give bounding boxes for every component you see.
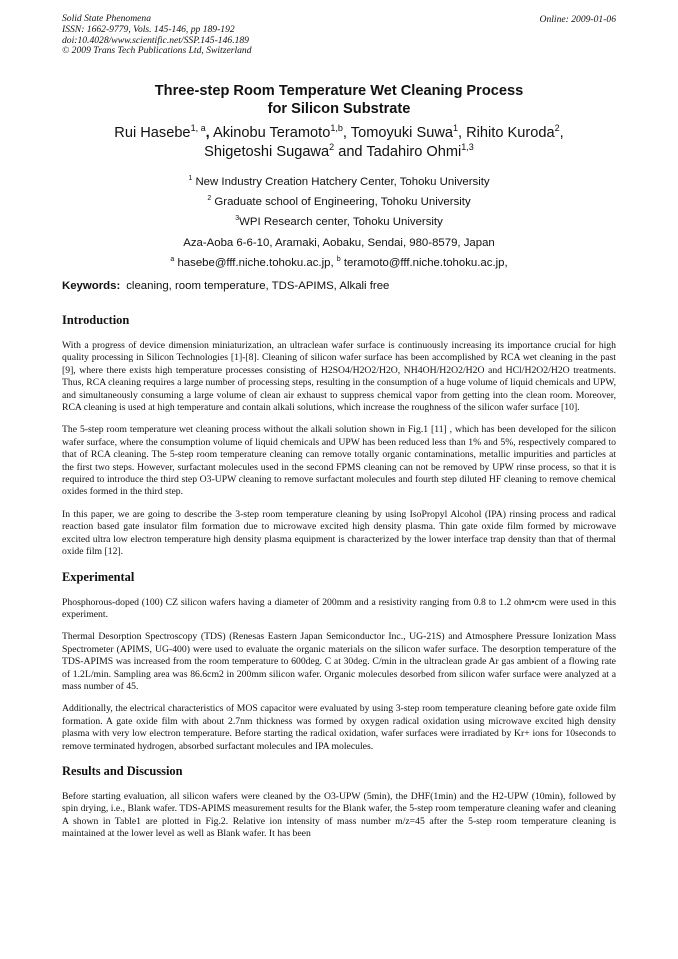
section-heading-results: Results and Discussion bbox=[62, 763, 183, 778]
author-affil-sup: 2 bbox=[329, 142, 335, 153]
postal-address: Aza-Aoba 6-6-10, Aramaki, Aobaku, Sendai, 980-8579, Japan bbox=[183, 236, 495, 249]
author-name: Tadahiro Ohmi bbox=[366, 144, 462, 160]
affiliation-1 bbox=[40, 172, 638, 192]
author-affil-sup: 1,3 bbox=[461, 142, 474, 153]
affiliation-2 bbox=[40, 192, 638, 212]
author-conjunction: and bbox=[338, 144, 363, 160]
body-paragraph: Before starting evaluation, all silicon wafers were cleaned by the O3-UPW (5min), the DHF(1min) and the H2-UPW (10min), followed by spin drying, i.e., Blank wafer. TDS-APIMS measurement results for the Blank wafer, the 5-step room temperature cleaning wafer and cleaning A shown in Table1 are plotted in Fig.2. Relative ion intensity of mass number m/z=45 after the 5-step room temperature cleaning is maintained at the lower level as well as Blank wafer. It has been bbox=[62, 790, 616, 840]
affiliation-list bbox=[40, 172, 638, 273]
email-line bbox=[40, 253, 638, 273]
section-heading-introduction: Introduction bbox=[62, 313, 130, 327]
email-sup: a bbox=[170, 256, 175, 264]
title-line-1: Three-step Room Temperature Wet Cleaning Process bbox=[154, 83, 524, 99]
affil-text: Graduate school of Engineering, Tohoku University bbox=[214, 196, 471, 209]
author-affil-sup: 1,b bbox=[330, 123, 343, 134]
online-date: Online: 2009-01-06 bbox=[539, 14, 616, 25]
author-affil-sup: 2 bbox=[554, 123, 560, 134]
author-list: Rui Hasebe$^{1, a}$, Akinobu Teramoto$^{1,b}$, Tomoyuki Suwa$^1$, Rihito Kuroda$^2$, Shigetoshi Sugawa$^2$ and Tadahiro Ohmi$^{1,3}$ bbox=[114, 123, 564, 160]
body-paragraph: Additionally, the electrical characteristics of MOS capacitor were evaluated by using 3-step room temperature cleaning before gate oxide film formation. A gate oxide film with about 2.7nm thickness was formed by oxygen radical oxidation using microwave excited high density plasma with very low electron temperature. Before starting the radical oxidation, wafer surfaces were irradiated by Kr+ ions for 10seconds to remove terminated hydrogen, absorbed surfactant molecules and IPA molecules. bbox=[62, 703, 616, 752]
email-link[interactable]: teramoto@fff.niche.tohoku.ac.jp, bbox=[343, 256, 508, 269]
email-sup: b bbox=[336, 256, 341, 264]
journal-name: Solid State Phenomena bbox=[62, 13, 151, 24]
author-name: Shigetoshi Sugawa bbox=[204, 144, 330, 160]
body-paragraph: Thermal Desorption Spectroscopy (TDS) (Renesas Eastern Japan Semiconductor Inc., UG-21S) and Atmosphere Pressure Ionization Mass Spectrometer (APIMS, UG-400) were used to evaluate the organic materials on the silicon wafer surface. The desorption temperature of the TDS-APIMS was increased from the room temperature to 600deg. C at 30deg. C/min in the ultraclean grade Ar gas ambient of a flowing rate of 1.2L/min. Sampling area was 86.6cm2 in 200mm silicon wafer. Organic molecules desorbed from silicon wafer surface were analyzed at a mass number of 45. bbox=[62, 631, 616, 692]
author-name: Rihito Kuroda bbox=[466, 125, 555, 141]
copyright-line: © 2009 Trans Tech Publications Ltd, Switzerland bbox=[62, 45, 252, 57]
body-paragraph: With a progress of device dimension miniaturization, an ultraclean wafer surface is continuously increasing its importance crucial for high quality processing in Silicon Technologies [1]-[8]. Cleaning of silicon wafer surface has been accomplished by RCA wet cleaning in the past [9], where there exists high temperature processes consisting of H2SO4/H2O2/H2O, NH4OH/H2O2/H2O and HCl/H2O2/H2O treatments. Thus, RCA cleaning requires a large number of processing steps, resulting in the consumption of a huge volume of liquid chemicals and UPW, and simultaneously consuming a large volume of clean air exhaust to suppress chemical vapor from getting into the clean room. Moreover, RCA cleaning is used at high temperature and contain alkali solutions, which increase the roughness of the silicon wafer surface [10]. bbox=[62, 340, 616, 414]
keywords-text: cleaning, room temperature, TDS-APIMS, Alkali free bbox=[126, 280, 390, 292]
affil-text: WPI Research center, Tohoku University bbox=[239, 216, 443, 229]
email-link[interactable]: hasebe@fff.niche.tohoku.ac.jp, bbox=[177, 256, 334, 269]
keywords-label: Keywords: bbox=[62, 280, 121, 292]
body-paragraph: The 5-step room temperature wet cleaning process without the alkali solution shown in Fig.1 [11] , which has been developed for the silicon wafer surface, where the consumption volume of liquid chemicals and UPW has been reduced less than 1% and 5%, respectively compared to that of RCA cleaning. The 5-step room temperature cleaning can remove totally organic contaminations, metallic impurities and particles at the first two steps. However, surfactant molecules used in the second FPMS cleaning can not be removed by UPW rinse process, so that it is required to introduce the third step O3-UPW cleaning to remove surfactant molecules and fourth step diluted HF cleaning to remove chemical oxides formed in the third step. bbox=[62, 424, 616, 498]
keywords-line bbox=[62, 280, 389, 292]
title-line-2: for Silicon Substrate bbox=[267, 101, 411, 117]
paper-title bbox=[40, 82, 638, 118]
author-name: Rui Hasebe bbox=[114, 125, 191, 141]
issn-line: ISSN: 1662-9779, Vols. 145-146, pp 189-192 bbox=[62, 23, 235, 35]
affil-number: 1 bbox=[188, 175, 193, 183]
section-heading-experimental: Experimental bbox=[62, 569, 135, 584]
author-affil-sup: 1 bbox=[452, 123, 459, 134]
body-paragraph: Phosphorous-doped (100) CZ silicon wafers having a diameter of 200mm and a resistivity ranging from 0.8 to 1.2 ohm•cm were used in this experiment. bbox=[62, 596, 616, 620]
affil-text: New Industry Creation Hatchery Center, Tohoku University bbox=[195, 176, 490, 188]
body-paragraph: In this paper, we are going to describe the 3-step room temperature cleaning by using IsoPropyl Alcohol (IPA) rinsing process and radical reaction based gate insulator film formation due to microwave excited high density plasma. Thin gate oxide film formed by microwave excited ultra low electron temperature high density plasma equipment is characterized by the lower interface trap density than that of thermal oxide film [12]. bbox=[62, 508, 616, 558]
author-name: Tomoyuki Suwa bbox=[350, 125, 453, 141]
affil-number: 3 bbox=[235, 215, 240, 223]
paper-body bbox=[62, 312, 616, 851]
affiliation-3 bbox=[40, 212, 638, 232]
author-affil-sup: 1, a bbox=[190, 123, 206, 134]
author-name: Akinobu Teramoto bbox=[212, 125, 331, 141]
doi-line: doi:10.4028/www.scientific.net/SSP.145-146.189 bbox=[62, 34, 249, 46]
affil-number: 2 bbox=[207, 195, 212, 203]
journal-header bbox=[62, 14, 252, 57]
